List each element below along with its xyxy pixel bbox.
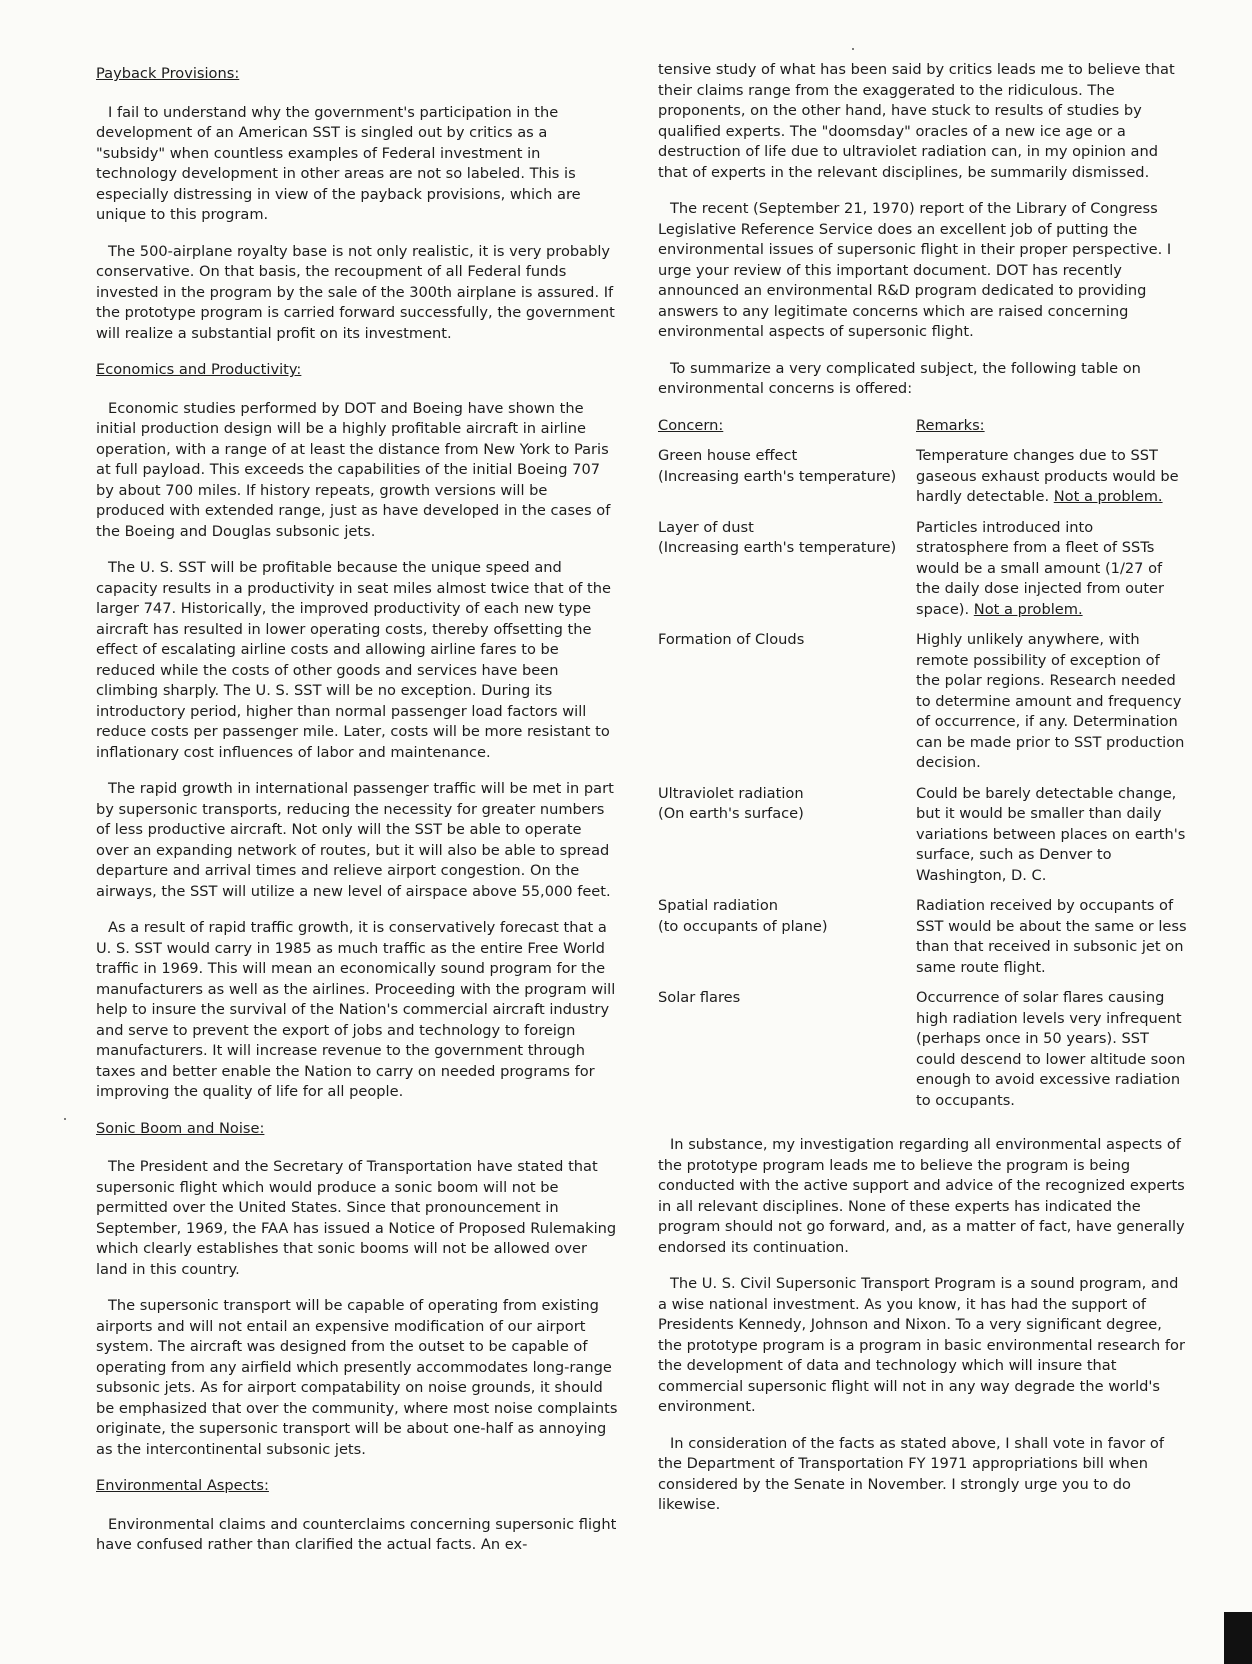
concern-detail: (Increasing earth's temperature) [658,467,897,485]
economics-paragraph-2: The U. S. SST will be profitable because the unique speed and capacity results in a productivity in seat miles almost twice that of the larger 747. Historically, the improved productivity of each new type aircraft has resulted in lower operating costs, thereby offsetting the effect of escalating airline costs and allowing airline fares to be reduced while the costs of other goods and services have been climbing sharply. The U. S. SST will be no exception. During its introductory period, higher than normal passenger load factors will reduce costs per passenger mile. Later, costs will be more resistant to inflationary cost influences of labor and maintenance. [96,559,611,761]
scan-corner-mark [1224,1612,1252,1664]
concern-name: Green house effect [658,447,798,464]
concern-detail: (On earth's surface) [658,805,804,822]
remarks-column-header: Remarks: [916,416,985,434]
civil-program-paragraph: The U. S. Civil Supersonic Transport Program is a sound program, and a wise national investment. As you know, it has had the support of Presidents Kennedy, Johnson and Nixon. To a very significant degree, the prototype program is a program in basic environmental research for the development of data and technology which will insure that commercial supersonic flight will not in any way degrade the world's environment. [658,1275,1185,1415]
sonic-heading: Sonic Boom and Noise: [96,1119,265,1137]
payback-section [96,64,618,95]
payback-paragraph-2: The 500-airplane royalty base is not only realistic, it is very probably conservative. On that basis, the recoupment of all Federal funds invested in the program by the sale of the 300th airplane is assured. If the prototype program is carried forward successfully, the government will realize a substantial profit on its investment. [96,242,615,342]
concern-detail: (Increasing earth's temperature) [658,539,897,556]
table-row [658,784,1188,897]
library-report-paragraph: The recent (September 21, 1970) report of the Library of Congress Legislative Reference Service does an excellent job of putting the environmental issues of supersonic flight in their proper perspective. I urge your review of this important document. DOT has recently announced an environmental R&D program dedicated to providing answers to any legitimate concerns which are raised concerning environmental aspects of supersonic flight. [658,200,1172,340]
summary-intro-paragraph: To summarize a very complicated subject, the following table on environmental concerns is offered: [658,359,1141,397]
payback-paragraph-1: I fail to understand why the government's participation in the development of an American SST is singled out by critics as a "subsidy" when countless examples of Federal investment in technology development in other areas are not so labeled. This is especially distressing in view of the payback provisions, which are unique to this program. [96,103,581,223]
conclusion-paragraph: In consideration of the facts as stated above, I shall vote in favor of the Department of Transportation FY 1971 appropriations bill when considered by the Senate in November. I strongly urge you to do likewise. [658,1434,1164,1513]
environmental-section [96,1476,618,1507]
remark-text: Could be barely detectable change, but it would be smaller than daily variations between places on earth's surface, such as Denver to Washington, D. C. [916,784,1186,884]
right-column [658,60,1188,1532]
remark-text: Occurrence of solar flares causing high radiation levels very infrequent (perhaps once in 50 years). SST could descend to lower altitude soon enough to avoid excessive radiation to occupants. [916,989,1186,1109]
concern-name: Layer of dust [658,518,754,536]
continuation-paragraph: tensive study of what has been said by critics leads me to believe that their claims range from the exaggerated to the ridiculous. The proponents, on the other hand, have stuck to results of studies by qualified experts. The "doomsday" oracles of a new ice age or a destruction of life due to ultraviolet radiation can, in my opinion and that of experts in the relevant disciplines, be summarily dismissed. [658,61,1175,181]
concern-name: Formation of Clouds [658,631,805,648]
table-row [658,630,1188,784]
remark-text: Temperature changes due to SST gaseous exhaust products would be hardly detectable. [916,447,1179,505]
environmental-concerns-table [658,416,1188,1122]
environmental-paragraph: Environmental claims and counterclaims concerning supersonic flight have confused rather than clarified the actual facts. An ex- [96,1515,617,1553]
table-header-row [658,416,1188,447]
substance-paragraph: In substance, my investigation regarding all environmental aspects of the prototype program leads me to believe the program is being conducted with the active support and advice of the recognized experts in all relevant disciplines. None of these experts has indicated the program should not go forward, and, as a matter of fact, have generally endorsed its continuation. [658,1136,1185,1256]
economics-paragraph-3: The rapid growth in international passenger traffic will be met in part by supersonic transports, reducing the necessity for greater numbers of less productive aircraft. Not only will the SST be able to operate over an expanding network of routes, but it will also be able to spread departure and arrival times and relieve airport congestion. On the airways, the SST will utilize a new level of airspace above 55,000 feet. [96,780,614,900]
remark-text: Highly unlikely anywhere, with remote possibility of exception of the polar regions. Research needed to determine amount and frequency of occurrence, if any. Determination can be made prior to SST production decision. [916,631,1185,771]
concern-detail: (to occupants of plane) [658,917,828,935]
concern-name: Ultraviolet radiation [658,784,804,802]
table-row [658,518,1188,631]
economics-heading: Economics and Productivity: [96,361,302,378]
payback-heading: Payback Provisions: [96,65,240,82]
concern-name: Spatial radiation [658,897,779,914]
left-column [96,60,618,1572]
remark-text: Particles introduced into stratosphere from a fleet of SSTs would be a small amount (1/27 of the daily dose injected from outer space). [916,518,1165,618]
scan-speck [64,1118,66,1120]
scan-speck [852,48,854,50]
remark-emphasis: Not a problem. [1053,488,1163,505]
economics-section [96,360,618,391]
economics-paragraph-1: Economic studies performed by DOT and Boeing have shown the initial production design will be a highly profitable aircraft in airline operation, with a range of at least the distance from New York to Paris at full payload. This exceeds the capabilities of the initial Boeing 707 by about 700 miles. If history repeats, growth versions will be produced with extended range, just as have developed in the cases of the Boeing and Douglas subsonic jets. [96,399,611,540]
remark-emphasis: Not a problem. [973,600,1083,618]
environmental-heading: Environmental Aspects: [96,1477,269,1494]
remark-text: Radiation received by occupants of SST would be about the same or less than that received in subsonic jet on same route flight. [916,897,1187,976]
sonic-paragraph-2: The supersonic transport will be capable of operating from existing airports and will not entail an expensive modification of our airport system. The aircraft was designed from the outset to be capable of operating from any airfield which presently accommodates long-range subsonic jets. As for airport compatability on noise grounds, it should be emphasized that over the community, where most noise complaints originate, the supersonic transport will be about one-half as annoying as the intercontinental subsonic jets. [96,1297,618,1458]
sonic-paragraph-1: The President and the Secretary of Transportation have stated that supersonic flight which would produce a sonic boom will not be permitted over the United States. Since that pronouncement in September, 1969, the FAA has issued a Notice of Proposed Rulemaking which clearly establishes that sonic booms will not be allowed over land in this country. [96,1158,617,1278]
economics-paragraph-4: As a result of rapid traffic growth, it is conservatively forecast that a U. S. SST would carry in 1985 as much traffic as the entire Free World traffic in 1969. This will mean an economically sound program for the manufacturers as well as the airlines. Proceeding with the program will help to insure the survival of the Nation's commercial aircraft industry and serve to prevent the export of jobs and technology to foreign manufacturers. It will increase revenue to the government through taxes and better enable the Nation to carry on needed programs for improving the quality of life for all people. [96,919,616,1100]
table-row [658,896,1188,988]
table-row [658,446,1188,518]
concern-name: Solar flares [658,989,741,1006]
concern-column-header: Concern: [658,416,724,434]
sonic-section [96,1119,618,1150]
table-row [658,988,1188,1121]
